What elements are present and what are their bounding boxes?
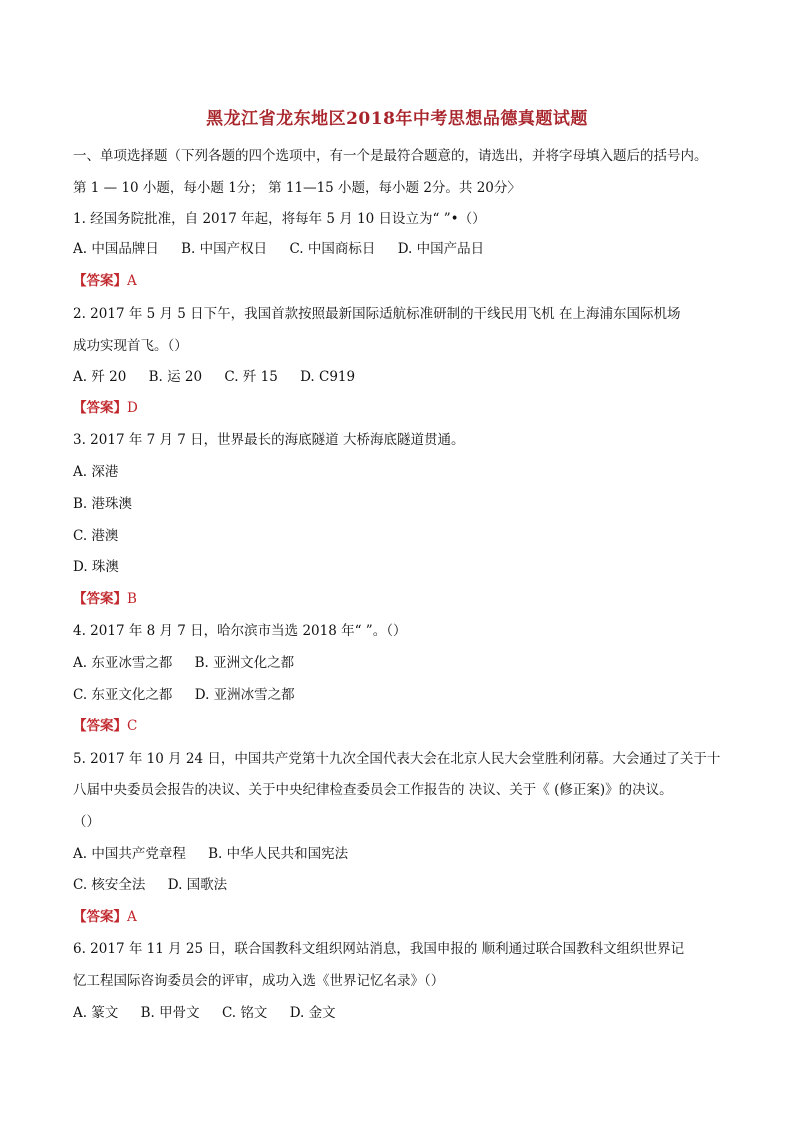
question-3-option-a: A. 深港	[73, 464, 119, 480]
question-2-option-a: A. 歼 20	[73, 369, 127, 385]
question-2-option-c: C. 歼 15	[224, 369, 278, 385]
answer-label: 【答案】	[73, 400, 127, 416]
question-5-option-b: B. 中华人民共和国宪法	[208, 846, 349, 862]
question-5-options-row-2	[73, 875, 733, 895]
question-5-answer	[73, 907, 733, 927]
question-4-answer	[73, 716, 733, 736]
question-4-options-row-1	[73, 653, 733, 673]
question-5-option-c: C. 核安全法	[73, 877, 146, 893]
answer-label: 【答案】	[73, 273, 127, 289]
question-6-option-a: A. 篆文	[73, 1005, 119, 1021]
question-4-options-row-2	[73, 685, 733, 705]
question-4-option-d: D. 亚洲冰雪之都	[194, 687, 295, 703]
question-6-option-c: C. 铭文	[221, 1005, 268, 1021]
question-5-options-row-1	[73, 844, 733, 864]
question-1-answer	[73, 271, 733, 291]
question-2-text-line-1: 2. 2017 年 5 月 5 日下午，我国首款按照最新国际适航标准研制的干线民用飞机 在上海浦东国际机场	[73, 306, 681, 322]
question-6-option-d: D. 金文	[289, 1005, 336, 1021]
answer-value: A	[127, 273, 137, 289]
question-5-option-d: D. 国歌法	[167, 877, 228, 893]
question-4-option-b: B. 亚洲文化之都	[194, 655, 295, 671]
question-3-option-c: C. 港澳	[73, 528, 119, 544]
question-2-option-d: D. C919	[300, 369, 356, 385]
answer-label: 【答案】	[73, 909, 127, 925]
question-6-text-line-1: 6. 2017 年 11 月 25 日，联合国教科文组织网站消息，我国申报的 顺利通过联合国教科文组织世界记	[73, 941, 685, 957]
answer-value: D	[127, 400, 138, 416]
question-2-answer	[73, 398, 733, 418]
section-instruction-line-1: 一、单项选择题（下列各题的四个选项中，有一个是最符合题意的，请选出，并将字母填入题后的括号内。	[73, 148, 708, 164]
question-4-text: 4. 2017 年 8 月 7 日，哈尔滨市当选 2018 年“ ”。（）	[73, 623, 407, 639]
question-2-text-line-2: 成功实现首飞。（）	[73, 338, 188, 354]
question-1-option-d: D. 中国产品日	[397, 241, 485, 257]
answer-value: A	[127, 909, 137, 925]
question-6-text-line-2: 忆工程国际咨询委员会的评审，成功入选《世界记忆名录》（）	[73, 973, 445, 989]
question-4-option-a: A. 东亚冰雪之都	[73, 655, 173, 671]
question-1-options	[73, 239, 733, 259]
question-1-option-a: A. 中国品牌日	[73, 241, 159, 257]
answer-label: 【答案】	[73, 718, 127, 734]
question-3-option-b: B. 港珠澳	[73, 496, 133, 512]
answer-label: 【答案】	[73, 591, 127, 607]
question-3-text: 3. 2017 年 7 月 7 日，世界最长的海底隧道 大桥海底隧道贯通。	[73, 432, 465, 448]
question-2-option-b: B. 运 20	[148, 369, 203, 385]
question-5-text-line-1: 5. 2017 年 10 月 24 日，中国共产党第十九次全国代表大会在北京人民大会堂胜利闭幕。大会通过了关于十	[73, 751, 721, 767]
answer-value: C	[127, 718, 138, 734]
question-6-option-b: B. 甲骨文	[140, 1005, 200, 1021]
question-1-text: 1. 经国务院批准，自 2017 年起，将每年 5 月 10 日设立为“ ”•（）	[73, 211, 486, 227]
question-5-text-line-3: （）	[73, 814, 100, 830]
document-title: 黑龙江省龙东地区2018年中考思想品德真题试题	[206, 109, 588, 129]
question-2-options	[73, 367, 733, 387]
question-5-text-line-2: 八届中央委员会报告的决议、关于中央纪律检查委员会工作报告的 决议、关于《 (修正案)》的决议。	[73, 782, 673, 798]
question-6-options	[73, 1003, 733, 1023]
question-1-option-c: C. 中国商标日	[289, 241, 376, 257]
question-4-option-c: C. 东亚文化之都	[73, 687, 173, 703]
question-3-answer	[73, 589, 733, 609]
question-1-option-b: B. 中国产权日	[181, 241, 268, 257]
question-5-option-a: A. 中国共产党章程	[73, 846, 186, 862]
section-instruction-line-2: 第 1 — 10 小题，每小题 1分； 第 11—15 小题，每小题 2分。共 20分〉	[73, 180, 521, 196]
question-3-option-d: D. 珠澳	[73, 559, 119, 575]
answer-value: B	[127, 591, 137, 607]
